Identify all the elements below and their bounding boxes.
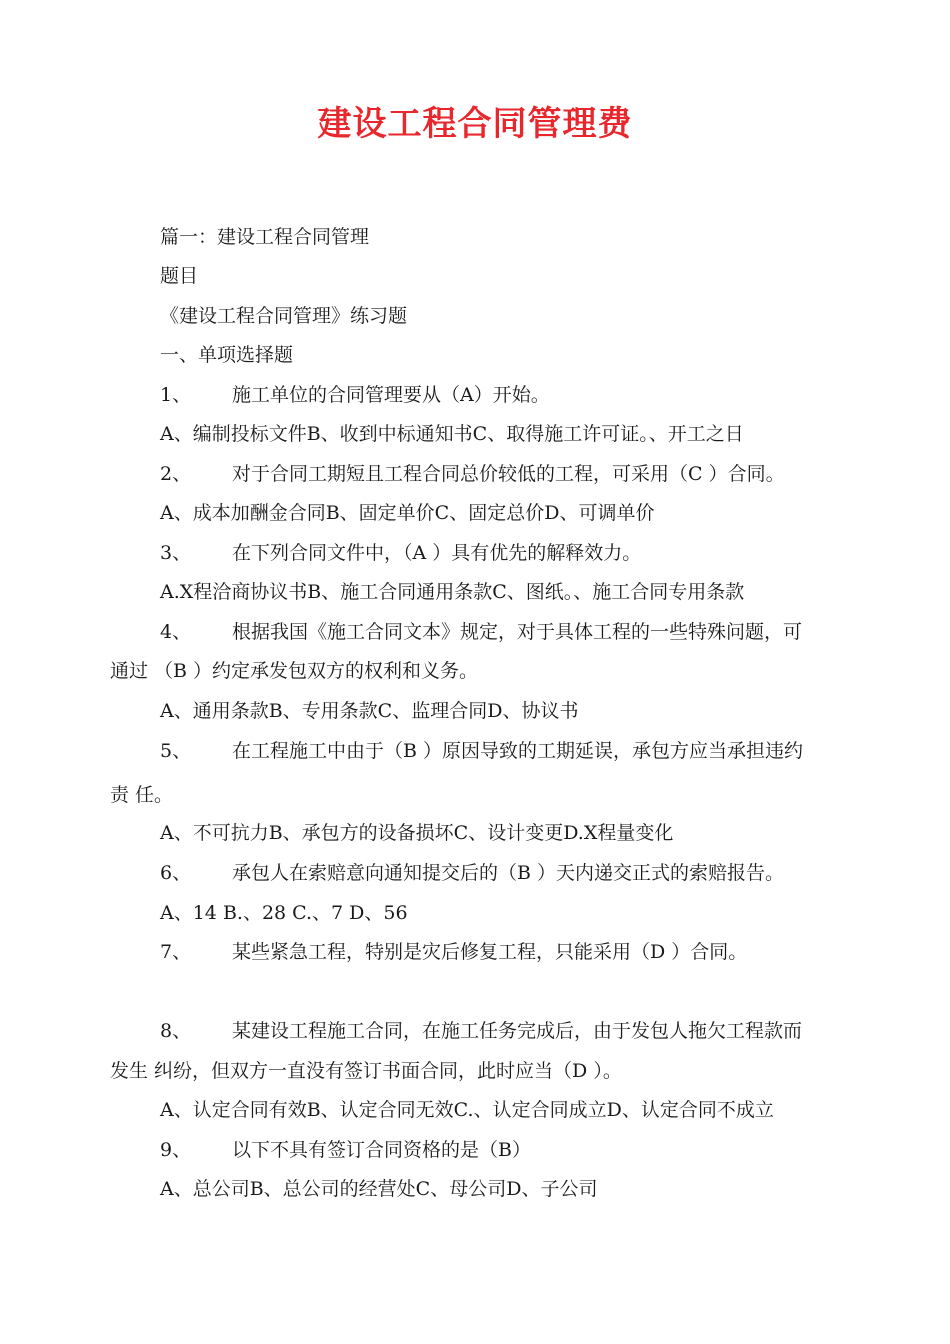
section-heading: 一、单项选择题 xyxy=(160,344,294,366)
question-number: 3、 xyxy=(160,542,192,564)
question-text: 根据我国《施工合同文本》规定，对于具体工程的一些特殊问题，可 xyxy=(232,621,803,643)
question-number: 8、 xyxy=(160,1020,192,1042)
question-number: 4、 xyxy=(160,621,192,643)
question-2-options: A、成本加酬金合同B、固定单价C、固定总价D、可调单价 xyxy=(160,502,655,524)
question-1-options: A、编制投标文件B、收到中标通知书C、取得施工许可证。、开工之日 xyxy=(160,423,744,445)
question-text: 施工单位的合同管理要从（A）开始。 xyxy=(232,384,550,406)
question-3 xyxy=(160,540,850,566)
question-text: 某些紧急工程，特别是灾后修复工程，只能采用（D ）合同。 xyxy=(232,941,748,963)
question-text: 对于合同工期短且工程合同总价较低的工程，可采用（C ）合同。 xyxy=(232,463,785,485)
question-text: 在下列合同文件中，（A ）具有优先的解释效力。 xyxy=(232,542,642,564)
question-text: 承包人在索赔意向通知提交后的（B ）天内递交正式的索赔报告。 xyxy=(232,862,785,884)
chapter-heading: 篇一：建设工程合同管理 xyxy=(160,226,370,248)
question-8 xyxy=(160,1018,850,1044)
question-text: 在工程施工中由于（B ）原因导致的工期延误，承包方应当承担违约 xyxy=(232,740,804,762)
question-text: 某建设工程施工合同，在施工任务完成后，由于发包人拖欠工程款而 xyxy=(232,1020,803,1042)
question-9-options: A、总公司B、总公司的经营处C、母公司D、子公司 xyxy=(160,1178,598,1200)
question-number: 2、 xyxy=(160,463,192,485)
question-4 xyxy=(160,619,850,645)
question-8-options: A、认定合同有效B、认定合同无效C.、认定合同成立D、认定合同不成立 xyxy=(160,1099,774,1121)
document-title: 建设工程合同管理费 xyxy=(317,104,633,144)
question-6-options: A、14 B.、28 C.、7 D、56 xyxy=(160,902,408,924)
question-3-options: A.X程洽商协议书B、施工合同通用条款C、图纸。、施工合同专用条款 xyxy=(160,581,745,603)
question-1 xyxy=(160,382,850,408)
question-9 xyxy=(160,1137,850,1163)
question-number: 9、 xyxy=(160,1139,192,1161)
question-5 xyxy=(160,738,850,764)
exercise-title: 《建设工程合同管理》练习题 xyxy=(160,305,408,327)
question-5-options: A、不可抗力B、承包方的设备损坏C、设计变更D.X程量变化 xyxy=(160,822,674,844)
question-5-continuation: 责 任。 xyxy=(110,784,174,806)
question-number: 6、 xyxy=(160,862,192,884)
question-7 xyxy=(160,939,850,965)
subheading-topic: 题目 xyxy=(160,265,199,287)
question-number: 5、 xyxy=(160,740,192,762)
question-number: 7、 xyxy=(160,941,192,963)
question-8-continuation: 发生 纠纷，但双方一直没有签订书面合同，此时应当（D ）。 xyxy=(110,1060,622,1082)
question-text: 以下不具有签订合同资格的是（B） xyxy=(232,1139,531,1161)
question-number: 1、 xyxy=(160,384,192,406)
question-4-continuation: 通过 （B ）约定承发包双方的权利和义务。 xyxy=(110,660,479,682)
question-6 xyxy=(160,860,850,886)
question-4-options: A、通用条款B、专用条款C、监理合同D、协议书 xyxy=(160,700,579,722)
question-2 xyxy=(160,461,850,487)
